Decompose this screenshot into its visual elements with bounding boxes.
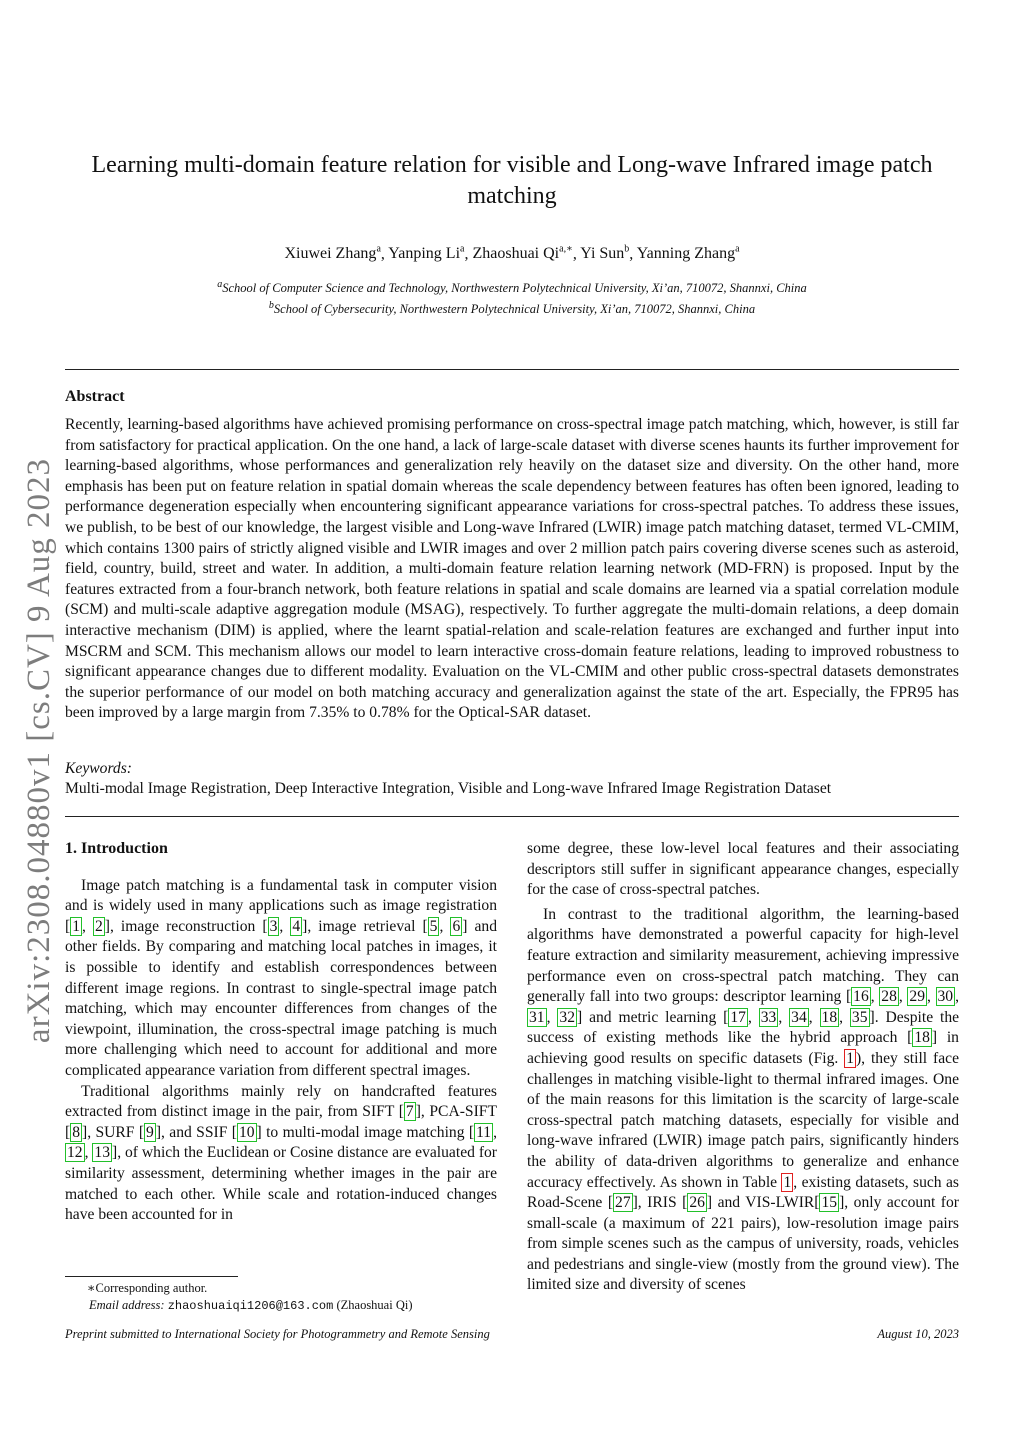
citation-link[interactable]: 9 [146,1123,154,1141]
citation-link[interactable]: 13 [94,1144,110,1162]
intro-paragraph-3: some degree, these low-level local features and their associating descriptors still suffer in significant appearance changes, especially for the case of cross-spectral patches. [527,840,959,899]
keywords-divider [65,816,959,817]
citation-link[interactable]: 6 [452,917,461,935]
keywords-text: Multi-modal Image Registration, Deep Interactive Integration, Visible and Long-wave Infrared Image Registration Dataset [65,780,832,797]
cross-reference-link[interactable]: 1 [783,1173,792,1191]
paper-title: Learning multi-domain feature relation for visible and Long-wave Infrared image patch matching [91,152,933,209]
citation-link[interactable]: 18 [821,1008,838,1026]
citation-link[interactable]: 34 [791,1008,807,1026]
author-affiliation-mark: a [376,244,381,255]
citation-link[interactable]: 16 [853,988,869,1006]
author-list: Xiuwei Zhang$^a$, Yanping Li$^a$, Zhaoshuai $Qi^{a,∗}$, Yi Sun$^b$, Yanning Zhang$^a$ [284,244,740,263]
citation-link[interactable]: 29 [909,988,925,1006]
author-affiliation-mark: a,∗ [559,244,573,255]
citation-link[interactable]: 15 [821,1194,838,1212]
arxiv-stamp [10,450,70,1050]
corresponding-author-note: ∗Corresponding author. [87,1281,208,1295]
affiliation-line: $^b$School of Cybersecurity, Northwestern Polytechnical University, Xi’an, 710072, Shannxi, China [268,300,756,317]
citation-link[interactable]: 5 [429,917,438,935]
arxiv-id: arXiv:2308.04880v1 [cs.CV] 9 Aug 2023 [21,457,58,1043]
citation-link[interactable]: 12 [67,1144,83,1162]
intro-paragraph-1: Image patch matching is a fundamental task in computer vision and is widely used in many applications such as image registration [ 1 , 2 ], image reconstruction [ 3 , 4 ], image retrieval [ 5 , 6 ] and other fields. By comparing and matching local patches in images, it is possible to identify and establish correspondences between different image regions. In contrast to single-spectral image patch matching, which may encounter differences from changes of the viewpoint, illumination, the cross-spectral image patching is much more challenging which need to account for additional and more complicated appearance variation from different spectral images. [65,876,498,1079]
email-owner: (Zhaoshuai Qi) [336,1298,413,1312]
intro-paragraph-2: Traditional algorithms mainly rely on handcrafted features extracted from distinct image in the pair, from SIFT [ 7 ], PCA-SIFT [ 8 ], SURF [ 9 ], and SSIF [ 10 ] to multi-modal image matching [ 11 , 12 , 13 ], of which the Euclidean or Cosine distance are evaluated for similarity assessment, determining whether images in the pair are matched to each other. While scale and rotation-induced changes have been accounted for in [65,1082,498,1224]
abstract-heading: Abstract [65,388,125,405]
citation-link[interactable]: 8 [72,1123,80,1141]
right-column [527,839,959,1296]
citation-link[interactable]: 1 [72,917,80,935]
intro-paragraph-4: In contrast to the traditional algorithm, the learning-based algorithms have demonstrated a powerful capacity for high-level feature extraction and similarity measurement, achieving impressive performance even on cross-spectral patch matching. They can generally fall into two groups: descriptor learning [ 16 , 28 , 29 , 30 , 31 , 32 ] and metric learning [ 17 , 33 , 34 , 18 , 35 ]. Despite the success of existing methods like the hybrid approach [ 18 ] in achieving good results on specific datasets (Fig. 1 ), they still face challenges in matching visible-light to thermal infrared images. One of the main reasons for this limitation is the scarcity of large-scale cross-spectral patch matching datasets, especially for visible and long-wave infrared (LWIR) image patch pairs, significantly hinders the ability of data-driven algorithms to generalize and enhance accuracy effectively. As shown in Table 1 , existing datasets, such as Road-Scene [ 27 ], IRIS [ 26 ] and VIS-LWIR[ 15 ], only account for small-scale (a maximum of 221 pairs), low-resolution image pairs from simple scenes such as the campus of university, roads, vehicles and pedestrians and single-view (mostly from the ground view). The limited size and diversity of scenes [527,905,960,1294]
citation-link[interactable]: 10 [238,1123,255,1141]
citation-link[interactable]: 26 [689,1194,705,1212]
footer-venue: Preprint submitted to International Society for Photogrammetry and Remote Sensing [65,1327,490,1341]
author-name: Yi Sun$^b$ [580,244,630,263]
citation-link[interactable]: 32 [559,1008,575,1026]
citation-link[interactable]: 35 [851,1008,868,1026]
cross-reference-link[interactable]: 1 [846,1049,854,1067]
citation-link[interactable]: 11 [476,1123,492,1141]
author-name: Xiuwei Zhang$^a$ [284,244,381,263]
author-affiliation-mark: a [735,244,740,255]
footnote [65,1280,505,1315]
affiliation-mark: a [217,279,223,290]
section-heading-introduction: 1. Introduction [65,840,168,857]
top-divider [65,369,959,370]
citation-link[interactable]: 18 [914,1029,930,1047]
citation-link[interactable]: 33 [760,1008,777,1026]
author-name: Yanning Zhang$^a$ [636,244,740,263]
email-note [65,1297,505,1315]
email-address[interactable]: zhaoshuaiqi1206@163.com [167,1299,334,1313]
citation-link[interactable]: 4 [292,917,301,935]
author-affiliation-mark: b [624,244,630,255]
citation-link[interactable]: 31 [529,1008,545,1026]
abstract-text: Recently, learning-based algorithms have achieved promising performance on cross-spectral image patch matching, which, however, is still far from satisfactory for practical application. On the one hand, a lack of large-scale dataset with diverse scenes haunts its further improvement for learning-based algorithms, whose performances and generalization rely heavily on the dataset size and diversity. On the other hand, more emphasis has been put on feature relation in spatial domain whereas the scale dependency between features has often been ignored, leading to performance degeneration especially when encountering significant appearance variations for cross-spectral patches. To address these issues, we publish, to be best of our knowledge, the largest visible and Long-wave Infrared (LWIR) image patch matching dataset, termed VL-CMIM, which contains 1300 pairs of strictly aligned visible and LWIR images and over 2 million patch pairs covering diverse scenes such as asteroid, field, country, build, street and water. In addition, a multi-domain feature relation learning network (MD-FRN) is proposed. Input by the features extracted from a four-branch network, both feature relations in spatial and scale domains are learned via a spatial correlation module (SCM) and multi-scale adaptive aggregation module (MSAG), respectively. To further aggregate the multi-domain relations, a deep domain interactive mechanism (DIM) is applied, where the learnt spatial-relation and scale-relation features are exchanged and further input into MSCRM and SCM. This mechanism allows our model to learn interactive cross-domain feature relations, leading to improved robustness to significant appearance changes due to different modality. Evaluation on the VL-CMIM and other public cross-spectral datasets demonstrates the superior performance of our model on both matching accuracy and generalization against the state of the art. Especially, the FPR95 has been improved by a large margin from 7.35% to 0.78% for the Optical-SAR dataset. [65,416,959,722]
affiliation-mark: b [268,300,274,312]
email-label: Email address: [89,1298,165,1312]
left-column [65,839,497,1226]
keywords-heading: Keywords: [65,760,132,777]
citation-link[interactable]: 7 [405,1103,414,1121]
author-affiliation-mark: a [460,244,465,255]
author-name: Zhaoshuai $Qi^{a,∗}$ [472,244,573,263]
footnote-divider [65,1276,238,1277]
footer-date: August 10, 2023 [877,1327,959,1341]
citation-link[interactable]: 28 [881,988,897,1006]
author-name: Yanping Li$^a$ [388,244,465,263]
citation-link[interactable]: 27 [615,1194,631,1212]
affiliations [65,276,959,318]
citation-link[interactable]: 2 [94,917,103,935]
affiliation-line: $^a$School of Computer Science and Technology, Northwestern Polytechnical University, Xi’an, 710072, Shannxi, China [217,279,807,296]
citation-link[interactable]: 17 [730,1008,746,1026]
citation-link[interactable]: 3 [269,917,278,935]
citation-link[interactable]: 30 [937,988,954,1006]
